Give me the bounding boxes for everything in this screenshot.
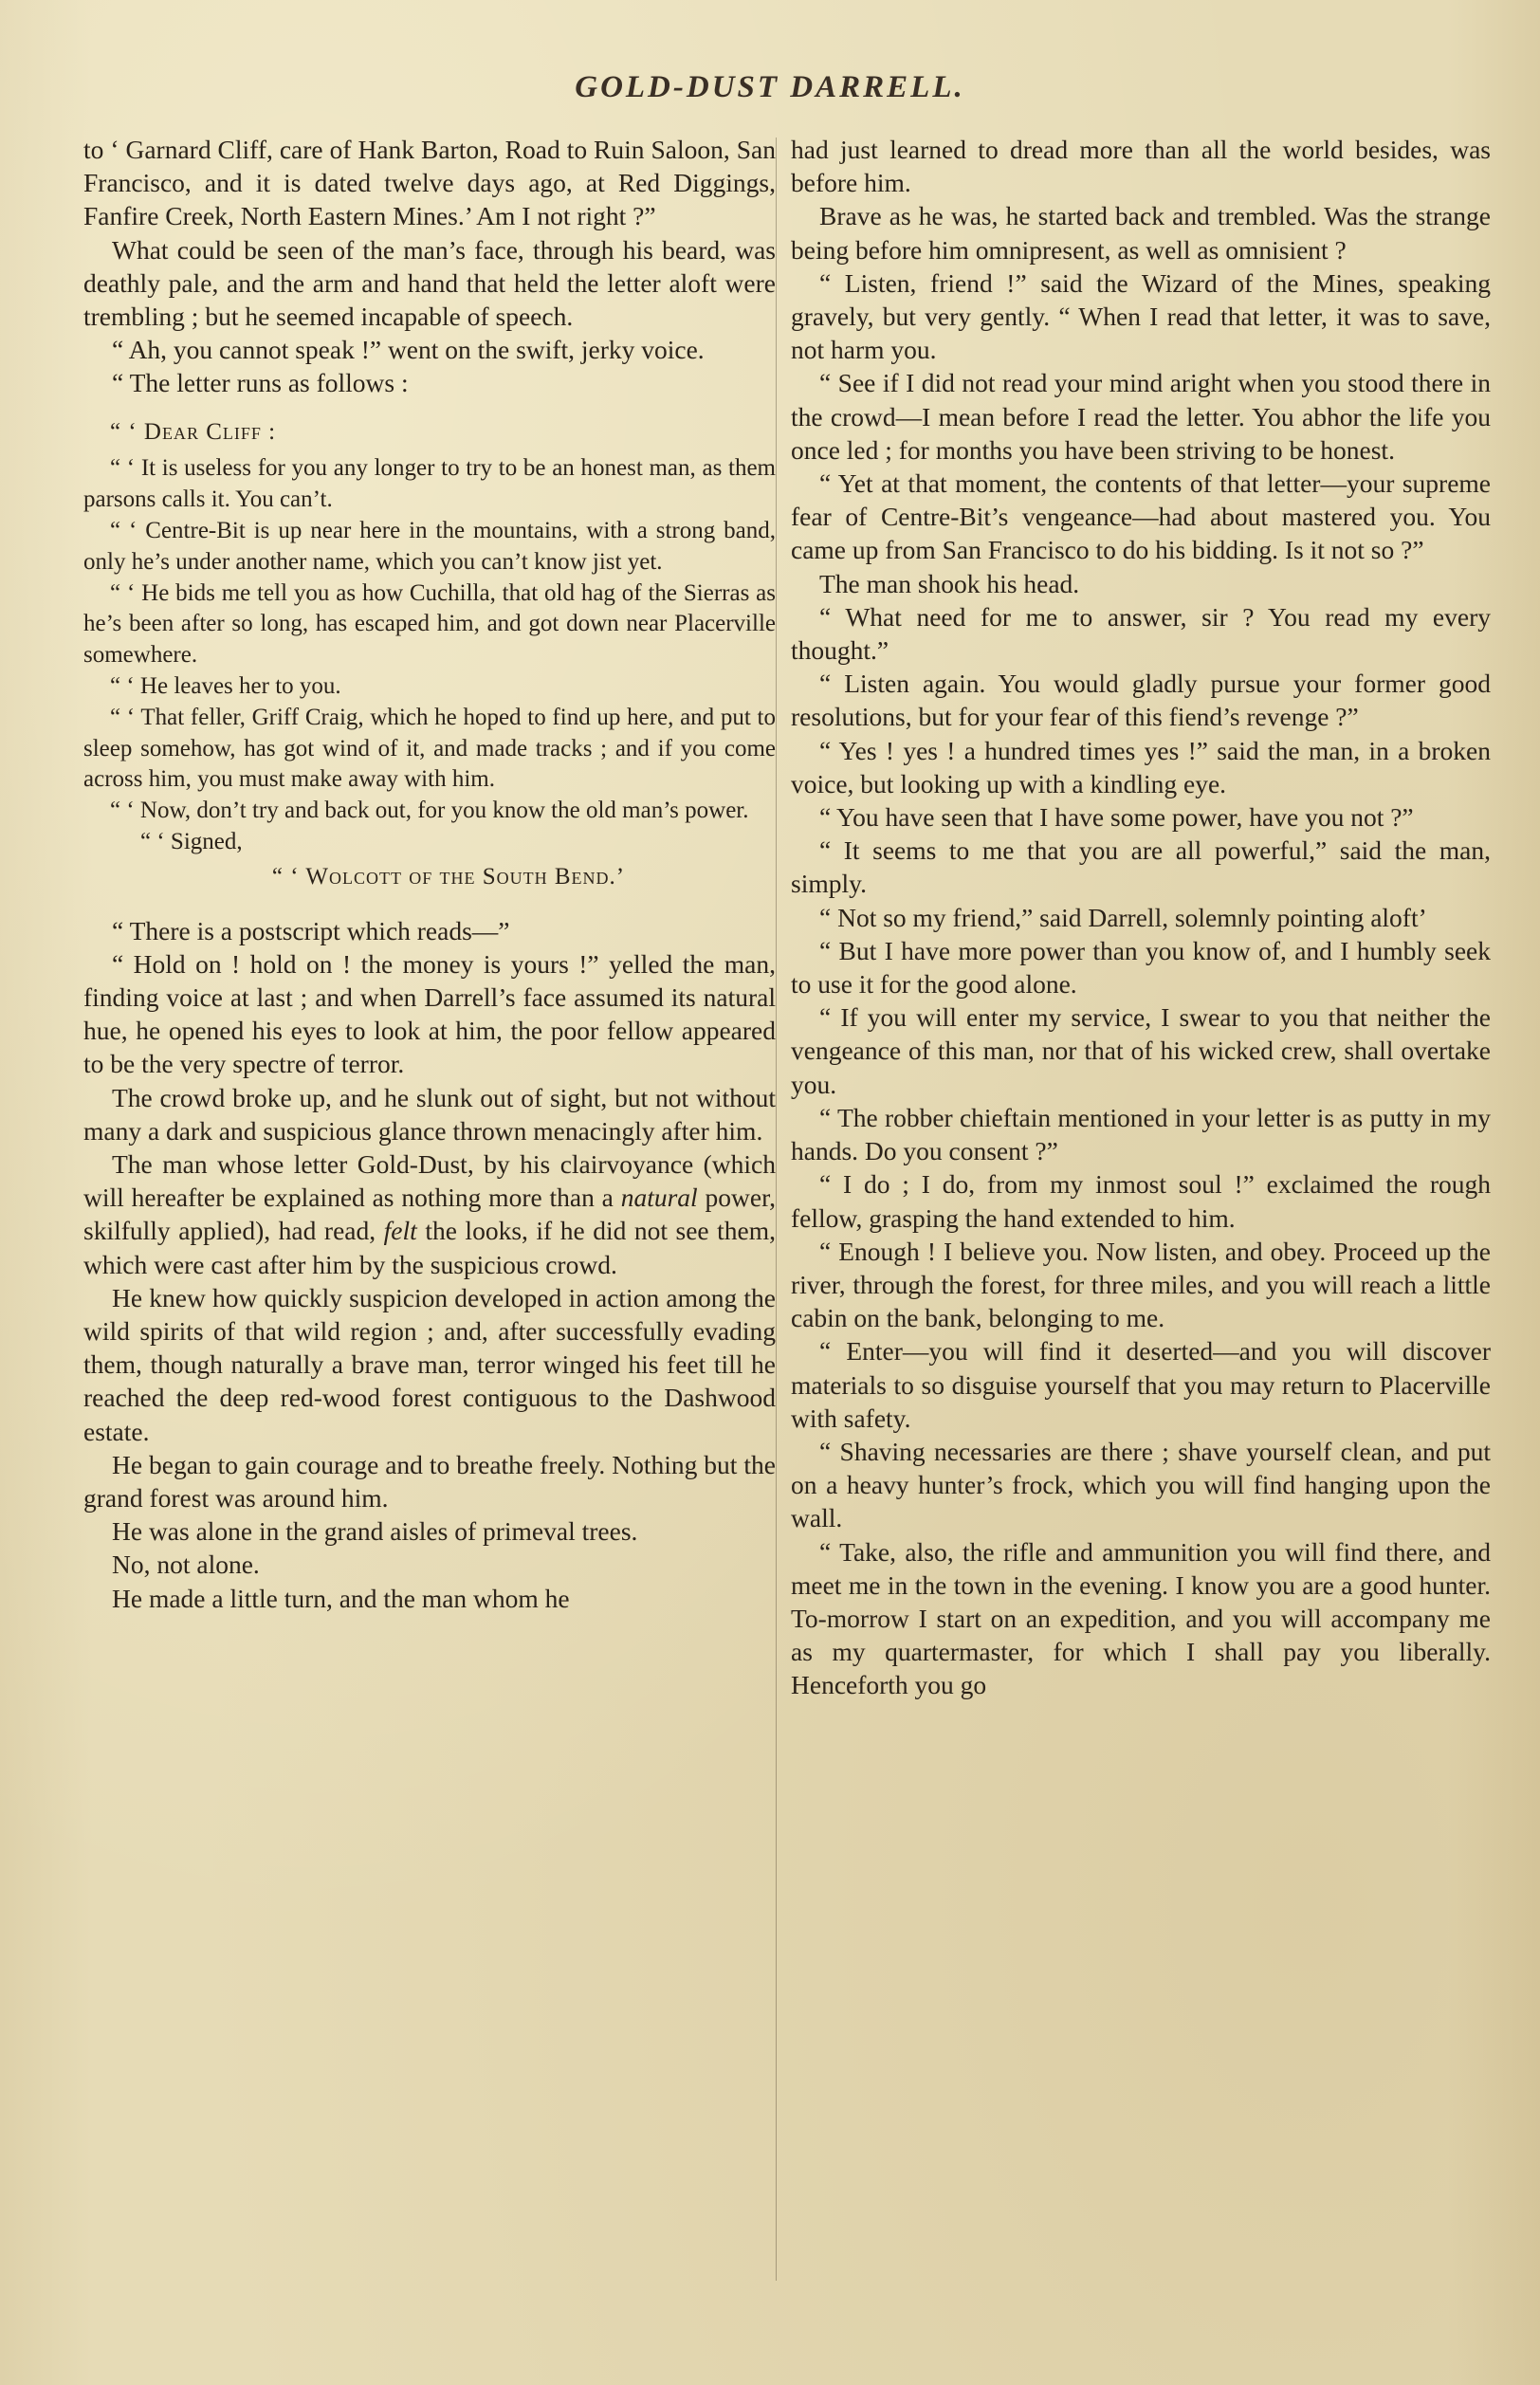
paragraph: No, not alone.: [112, 1550, 260, 1580]
paragraph: “ If you will enter my service, I swear to you that neither the vengeance of this man, nor that of his wicked crew, shall overtake you.: [791, 1002, 1491, 1099]
paragraph: “ Take, also, the rifle and ammunition you will find there, and meet me in the town in the evening. I know you are a good hunter. To-morrow I start on an expedition, and you will accompany me as my quartermaster, for which I shall pay you liberally. Henceforth you go: [791, 1536, 1491, 1700]
paragraph: “ See if I did not read your mind aright when you stood there in the crowd—I mean before I read the letter. You abhor the life you once led ; for months you have been striving to be honest.: [791, 368, 1491, 465]
paragraph: What could be seen of the man’s face, through his beard, was deathly pale, and the arm and hand that held the letter aloft were trembling ; but he seemed incapable of speech.: [83, 234, 776, 332]
paragraph: He was alone in the grand aisles of primeval trees.: [112, 1516, 638, 1547]
text-run: power, skilfully applied), had read,: [83, 1183, 777, 1246]
paragraph: “ The robber chieftain mentioned in your letter is as putty in my hands. Do you consent ?”: [791, 1102, 1491, 1166]
letter-paragraph: “ ‘ He bids me tell you as how Cuchilla, that old hag of the Sierras as he’s been after so long, has escaped him, and got down near Placerville somewhere.: [83, 579, 776, 669]
paragraph: to ‘ Garnard Cliff, care of Hank Barton, Road to Ruin Saloon, San Francisco, and it is dated twelve days ago, at Red Diggings, Fanfire Creek, North Eastern Mines.’ Am I not right ?”: [83, 135, 776, 231]
paragraph: He made a little turn, and the man whom he: [112, 1583, 570, 1613]
paragraph: He knew how quickly suspicion developed in action among the wild spirits of that wild region ; and, after successfully evading them, though naturally a brave man, terror winged his feet till he reached the deep red-wood forest contiguous to the Dashwood estate.: [83, 1282, 776, 1446]
paragraph: He began to gain courage and to breathe freely. Nothing but the grand forest was around him.: [83, 1449, 776, 1514]
paragraph: “ I do ; I do, from my inmost soul !” exclaimed the rough fellow, grasping the hand extended to him.: [791, 1169, 1491, 1233]
paragraph: “ You have seen that I have some power, have you not ?”: [819, 802, 1414, 833]
paragraph: “ The letter runs as follows :: [112, 368, 409, 398]
italic-word: felt: [383, 1216, 417, 1246]
letter-paragraph: “ ‘ He leaves her to you.: [110, 673, 341, 699]
paragraph: [83, 1147, 776, 1281]
paragraph: The crowd broke up, and he slunk out of sight, but not without many a dark and suspicious glance thrown menacingly after him.: [83, 1082, 776, 1146]
text-run: the looks, if he did not see them, which were cast after him by the suspicious crowd.: [83, 1216, 777, 1279]
paragraph: had just learned to dread more than all the world besides, was before him.: [791, 135, 1491, 198]
paragraph: “ Ah, you cannot speak !” went on the swift, jerky voice.: [112, 335, 705, 365]
paragraph: “ Listen again. You would gladly pursue your former good resolutions, but for your fear of this fiend’s revenge ?”: [791, 669, 1491, 732]
paragraph: “ Not so my friend,” said Darrell, solemnly pointing aloft’: [819, 902, 1427, 932]
letter-signed: “ ‘ Signed,: [140, 828, 243, 854]
letter-salutation: “ ‘ Dear Cliff :: [110, 418, 277, 445]
paragraph: “ Yet at that moment, the contents of that letter—your supreme fear of Centre-Bit’s vengeance—had about mastered you. You came up from San Francisco to do his bidding. Is it not so ?”: [791, 468, 1491, 565]
letter-signature: “ ‘ Wolcott of the South Bend.’: [271, 863, 626, 890]
paragraph: “ Enough ! I believe you. Now listen, and obey. Proceed up the river, through the forest, for three miles, and you will reach a little cabin on the bank, belonging to me.: [791, 1236, 1491, 1333]
letter-paragraph: “ ‘ It is useless for you any longer to try to be an honest man, as them parsons calls it. You can’t.: [83, 455, 776, 513]
paragraph: “ Enter—you will find it deserted—and you will discover materials to so disguise yourself that you may return to Placerville with safety.: [791, 1336, 1491, 1433]
text-run: The man whose letter Gold-Dust, by his clairvoyance (which will hereafter be explained as nothing more than a: [83, 1149, 776, 1213]
paragraph: “ It seems to me that you are all powerful,” said the man, simply.: [791, 835, 1491, 899]
left-column: [83, 133, 776, 1615]
paragraph: “ Shaving necessaries are there ; shave yourself clean, and put on a heavy hunter’s frock, which you will find hanging upon the wall.: [791, 1436, 1491, 1533]
running-title: GOLD-DUST DARRELL.: [575, 70, 965, 104]
paragraph: “ What need for me to answer, sir ? You read my every thought.”: [791, 601, 1491, 666]
paragraph: The man shook his head.: [819, 568, 1080, 598]
quoted-letter: [83, 417, 776, 893]
right-column: [791, 133, 1491, 1702]
paragraph: “ Yes ! yes ! a hundred times yes !” said the man, in a broken voice, but looking up with a kindling eye.: [791, 735, 1491, 798]
letter-paragraph: “ ‘ Now, don’t try and back out, for you know the old man’s power.: [110, 798, 749, 824]
paragraph: “ But I have more power than you know of, and I humbly seek to use it for the good alone.: [791, 935, 1491, 1000]
paragraph: “ Hold on ! hold on ! the money is yours !” yelled the man, finding voice at last ; and when Darrell’s face assumed its natural hue, he opened his eyes to look at him, the poor fellow appeared to be the very spectre of terror.: [83, 948, 776, 1079]
paragraph: Brave as he was, he started back and trembled. Was the strange being before him omnipresent, as well as omnisient ?: [791, 201, 1491, 265]
column-divider: [776, 138, 777, 2281]
letter-paragraph: “ ‘ That feller, Griff Craig, which he hoped to find up here, and put to sleep somehow, has got wind of it, and made tracks ; and if you come across him, you must make away with him.: [83, 704, 776, 793]
paragraph: “ Listen, friend !” said the Wizard of the Mines, speaking gravely, but very gently. “ When I read that letter, it was to save, not harm you.: [791, 267, 1491, 365]
letter-paragraph: “ ‘ Centre-Bit is up near here in the mountains, with a strong band, only he’s under another name, which you can’t know jist yet.: [83, 518, 776, 575]
italic-word: natural: [620, 1183, 698, 1213]
paragraph: “ There is a postscript which reads—”: [112, 915, 510, 945]
